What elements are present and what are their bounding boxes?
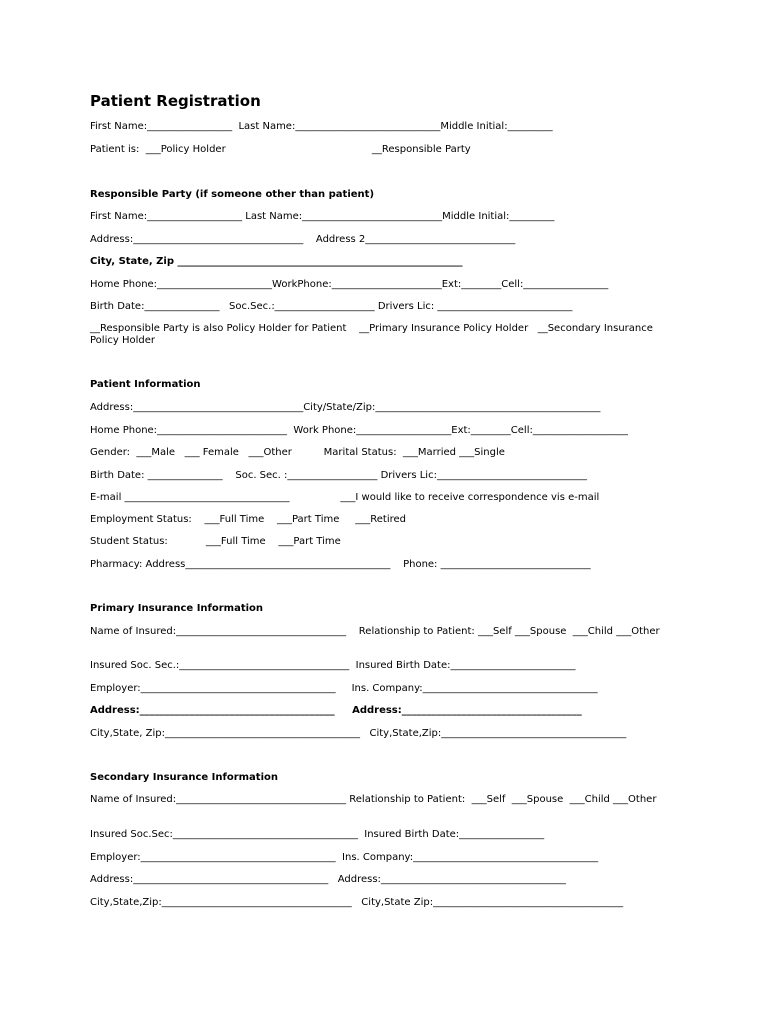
pharmacy-line: Pharmacy: Address_________________________________________ Phone: ______________________________ bbox=[90, 559, 591, 570]
patient-is-line: Patient is: ___Policy Holder __Responsible Party bbox=[90, 144, 471, 155]
patient-name-line: First Name:_________________ Last Name:_____________________________Middle Initial:_________ bbox=[90, 121, 553, 132]
responsible-address-line: Address:__________________________________ Address 2______________________________ bbox=[90, 234, 516, 245]
section-primary-insurance: Primary Insurance Information bbox=[90, 603, 264, 614]
patient-address-line: Address:__________________________________City/State/Zip:_____________________________________________ bbox=[90, 402, 601, 413]
responsible-birth-line: Birth Date:_______________ Soc.Sec.:____________________ Drivers Lic: ___________________________ bbox=[90, 301, 573, 312]
secondary-city-line: City,State,Zip:______________________________________ City,State Zip:______________________________________ bbox=[90, 897, 624, 908]
section-secondary-insurance: Secondary Insurance Information bbox=[90, 772, 278, 783]
responsible-phone-line: Home Phone:_______________________WorkPhone:______________________Ext:________Cell:_________________ bbox=[90, 279, 609, 290]
primary-city-line: City,State, Zip:_______________________________________ City,State,Zip:_____________________________________ bbox=[90, 728, 627, 739]
primary-employer-line: Employer:_______________________________________ Ins. Company:___________________________________ bbox=[90, 683, 598, 694]
secondary-insured-line: Name of Insured:__________________________________ Relationship to Patient: ___Self ___Spouse ___Child ___Other bbox=[90, 794, 657, 805]
section-responsible-party: Responsible Party (if someone other than patient) bbox=[90, 189, 375, 200]
employment-status-line: Employment Status: ___Full Time ___Part Time ___Retired bbox=[90, 514, 406, 525]
patient-gender-line: Gender: ___Male ___ Female ___Other Marital Status: ___Married ___Single bbox=[90, 447, 505, 458]
patient-phone-line: Home Phone:__________________________ Work Phone:___________________Ext:________Cell:___________________ bbox=[90, 425, 628, 436]
responsible-city-line: City, State, Zip _________________________________________________________ bbox=[90, 256, 463, 267]
secondary-employer-line: Employer:_______________________________________ Ins. Company:_____________________________________ bbox=[90, 852, 599, 863]
secondary-address-line: Address:_______________________________________ Address:_____________________________________ bbox=[90, 874, 566, 885]
patient-email-line: E-mail _________________________________ ___I would like to receive correspondence vis e-mail bbox=[90, 492, 600, 503]
section-patient-information: Patient Information bbox=[90, 379, 201, 390]
secondary-socsec-line: Insured Soc.Sec:_____________________________________ Insured Birth Date:_________________ bbox=[90, 829, 545, 840]
primary-socsec-line: Insured Soc. Sec.:__________________________________ Insured Birth Date:_________________________ bbox=[90, 660, 576, 671]
student-status-line: Student Status: ___Full Time ___Part Time bbox=[90, 536, 341, 547]
page-title: Patient Registration bbox=[90, 92, 261, 110]
primary-address-line: Address:_______________________________________ Address:____________________________________ bbox=[90, 705, 582, 716]
responsible-name-line: First Name:___________________ Last Name:____________________________Middle Initial:_________ bbox=[90, 211, 555, 222]
policy-holder-line: __Responsible Party is also Policy Holder for Patient __Primary Insurance Policy Holder __Secondary Insurance Policy Holder bbox=[90, 323, 657, 346]
primary-insured-line: Name of Insured:__________________________________ Relationship to Patient: ___Self ___Spouse ___Child ___Other bbox=[90, 626, 660, 637]
patient-birth-line: Birth Date: _______________ Soc. Sec. :__________________ Drivers Lic:______________________________ bbox=[90, 470, 587, 481]
